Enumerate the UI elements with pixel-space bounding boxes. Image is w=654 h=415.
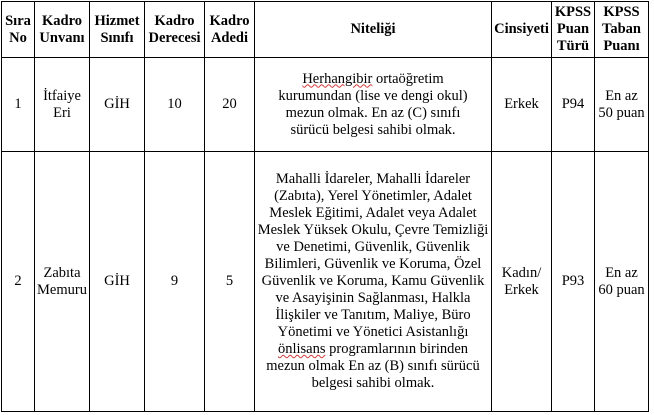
- cell-cinsiyeti: Kadın/ Erkek: [492, 152, 552, 412]
- cell-kpss-puan-turu: P93: [552, 152, 595, 412]
- kadro-table: [1, 1, 649, 412]
- header-kpss-puan-turu: KPSS Puan Türü: [552, 2, 595, 58]
- niteligi-text: Mahalli İdareler, Mahalli İdareler (Zabıta), Yerel Yönetimler, Adalet Meslek Eğitimi, Adalet veya Adalet Meslek Yüksek Okulu, Çevre Temizliği ve Denetimi, Güvenlik, Güvenlik Bilimleri, Güvenlik ve Koruma, Özel Güvenlik ve Koruma, Kamu Güvenlik ve Asayişinin Sağlanması, Halkla İlişkiler ve Tanıtım, Maliye, Büro Yönetimi ve Yönetici Asistanlığı: [257, 171, 489, 340]
- header-kadro-unvani: Kadro Unvanı: [35, 2, 90, 58]
- header-cinsiyeti: Cinsiyeti: [492, 2, 552, 58]
- cell-cinsiyeti: Erkek: [492, 58, 552, 152]
- niteligi-text: ortaöğretim kurumundan (lise ve dengi okul) mezun olmak. En az (C) sınıfı sürücü belgesi sahibi olmak.: [278, 70, 468, 138]
- cell-niteligi: [255, 58, 492, 152]
- cell-niteligi: [255, 152, 492, 412]
- header-kadro-derecesi: Kadro Derecesi: [145, 2, 205, 58]
- cell-kadro-unvani: Zabıta Memuru: [35, 152, 90, 412]
- cell-kadro-derecesi: 10: [145, 58, 205, 152]
- spellcheck-flagged-word: önlisans: [277, 341, 326, 357]
- cell-kpss-taban-puani: En az 50 puan: [595, 58, 649, 152]
- header-niteligi: Niteliği: [255, 2, 492, 58]
- table-row: [2, 152, 649, 412]
- cell-sira-no: 1: [2, 58, 35, 152]
- header-kpss-taban-puani: KPSS Taban Puanı: [595, 2, 649, 58]
- cell-kadro-unvani: İtfaiye Eri: [35, 58, 90, 152]
- cell-sira-no: 2: [2, 152, 35, 412]
- cell-hizmet-sinifi: GİH: [90, 152, 145, 412]
- cell-kpss-puan-turu: P94: [552, 58, 595, 152]
- header-row: [2, 2, 649, 58]
- table-row: [2, 58, 649, 152]
- header-hizmet-sinifi: Hizmet Sınıfı: [90, 2, 145, 58]
- cell-hizmet-sinifi: GİH: [90, 58, 145, 152]
- cell-kadro-adedi: 20: [205, 58, 255, 152]
- cell-kadro-derecesi: 9: [145, 152, 205, 412]
- header-sira-no: Sıra No: [2, 2, 35, 58]
- cell-kpss-taban-puani: En az 60 puan: [595, 152, 649, 412]
- cell-kadro-adedi: 5: [205, 152, 255, 412]
- spellcheck-flagged-word: Herhangibir: [302, 70, 373, 87]
- niteligi-text: programlarının birinden mezun olmak En az (B) sınıfı sürücü belgesi sahibi olmak.: [266, 341, 480, 391]
- header-kadro-adedi: Kadro Adedi: [205, 2, 255, 58]
